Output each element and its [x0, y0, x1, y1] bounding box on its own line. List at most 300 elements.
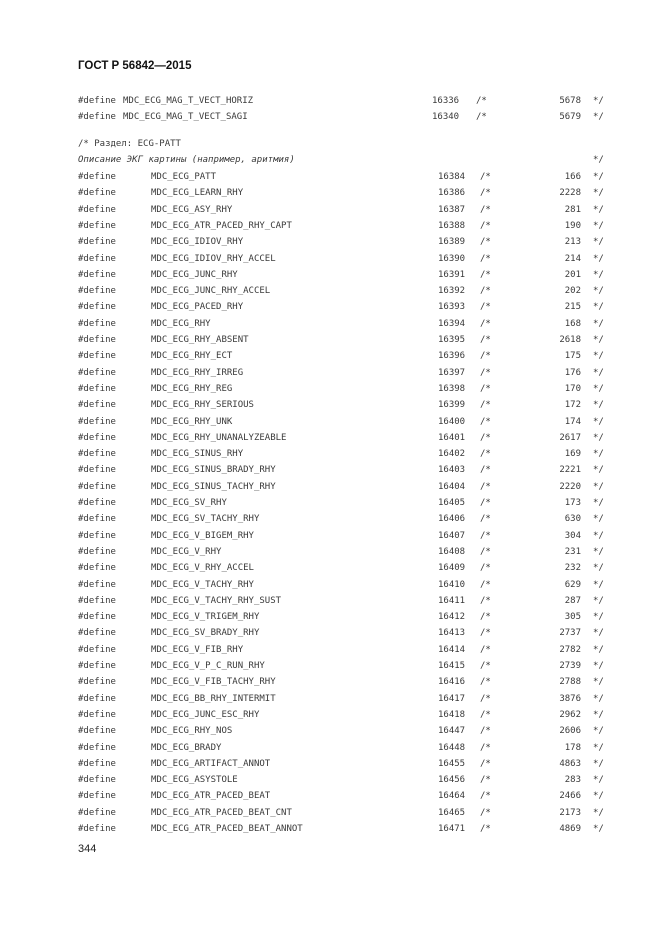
define-keyword: #define: [78, 498, 116, 508]
comment-value: 174: [564, 416, 581, 427]
comment-close: */: [593, 530, 604, 541]
macro-name: MDC_ECG_V_FIB_RHY: [151, 644, 244, 655]
code-row: [0, 710, 661, 722]
comment-open: /*: [480, 302, 491, 313]
macro-code: 16413: [438, 628, 466, 639]
macro-code: 16415: [438, 661, 466, 671]
comment-close: */: [593, 628, 604, 639]
define-keyword: #define: [78, 514, 116, 525]
macro-name: MDC_ECG_BB_RHY_INTERMIT: [151, 693, 276, 704]
comment-open: /*: [480, 318, 491, 329]
comment-open: /*: [480, 237, 491, 248]
code-row: [0, 547, 661, 559]
define-keyword: #define: [78, 449, 116, 460]
comment-open: /*: [480, 481, 491, 492]
define-keyword: #define: [78, 742, 116, 753]
document-header: ГОСТ Р 56842—2015: [78, 60, 192, 72]
comment-open: /*: [480, 220, 491, 231]
comment-value: 201: [564, 269, 581, 280]
comment-open: /*: [480, 709, 491, 720]
macro-code: 16384: [438, 172, 466, 182]
comment-close: */: [593, 644, 604, 655]
code-row: [0, 319, 661, 331]
define-keyword: #define: [78, 96, 116, 106]
macro-name: MDC_ECG_ATR_PACED_RHY_CAPT: [151, 220, 292, 231]
macro-code: 16447: [438, 726, 466, 737]
comment-open: /*: [480, 416, 491, 427]
macro-name: MDC_ECG_JUNC_RHY_ACCEL: [151, 286, 271, 297]
macro-code: 16406: [438, 514, 466, 525]
define-keyword: #define: [78, 465, 116, 476]
comment-open: /*: [480, 204, 491, 215]
macro-name: MDC_ECG_ARTIFACT_ANNOT: [151, 758, 271, 769]
comment-close: */: [593, 351, 604, 362]
define-keyword: #define: [78, 758, 116, 769]
comment-open: /*: [480, 188, 491, 199]
comment-value: 2782: [559, 644, 581, 655]
comment-value: 231: [564, 546, 581, 557]
comment-value: 175: [564, 351, 581, 362]
macro-name: MDC_ECG_IDIOV_RHY_ACCEL: [151, 253, 276, 264]
code-row: [0, 677, 661, 689]
comment-close: */: [593, 563, 604, 574]
macro-name: MDC_ECG_SINUS_TACHY_RHY: [151, 481, 276, 492]
define-keyword: #define: [78, 367, 116, 378]
macro-code: 16404: [438, 481, 466, 492]
macro-name: MDC_ECG_V_FIB_TACHY_RHY: [151, 677, 276, 688]
macro-code: 16418: [438, 709, 466, 720]
comment-close: */: [593, 661, 604, 671]
comment-open: /*: [480, 644, 491, 655]
code-row: [0, 449, 661, 461]
define-keyword: #define: [78, 416, 116, 427]
code-row: [0, 498, 661, 510]
define-keyword: #define: [78, 775, 116, 786]
code-row: [0, 694, 661, 706]
code-row: [0, 96, 661, 108]
macro-code: 16395: [438, 335, 466, 345]
macro-name: MDC_ECG_V_TACHY_RHY_SUST: [151, 595, 282, 606]
macro-name: MDC_ECG_PACED_RHY: [151, 302, 244, 313]
comment-close: */: [593, 709, 604, 720]
comment-value: 304: [564, 530, 581, 541]
code-row: [0, 188, 661, 200]
code-row: [0, 580, 661, 592]
comment-open: /*: [480, 498, 491, 508]
comment-open: /*: [480, 269, 491, 280]
define-keyword: #define: [78, 661, 116, 671]
comment-close: */: [593, 514, 604, 525]
define-keyword: #define: [78, 677, 116, 688]
macro-code: 16388: [438, 220, 466, 231]
comment-open: /*: [480, 677, 491, 688]
comment-close: */: [593, 400, 604, 411]
define-keyword: #define: [78, 318, 116, 329]
section-description-close: */: [593, 155, 604, 165]
comment-open: /*: [480, 693, 491, 704]
macro-code: 16411: [438, 595, 466, 606]
comment-close: */: [593, 791, 604, 802]
macro-name: MDC_ECG_ATR_PACED_BEAT_ANNOT: [151, 824, 303, 834]
macro-code: 16401: [438, 432, 466, 443]
comment-close: */: [593, 726, 604, 737]
comment-open: /*: [480, 661, 491, 671]
macro-code: 16389: [438, 237, 466, 248]
define-keyword: #define: [78, 546, 116, 557]
comment-value: 190: [564, 220, 581, 231]
macro-name: MDC_ECG_RHY_NOS: [151, 726, 233, 737]
comment-close: */: [593, 188, 604, 199]
define-keyword: #define: [78, 269, 116, 280]
code-row: [0, 791, 661, 803]
comment-open: /*: [480, 824, 491, 834]
section-title: /* Раздел: ECG-PATT: [78, 139, 181, 149]
comment-open: /*: [480, 449, 491, 460]
macro-code: 16455: [438, 758, 466, 769]
comment-value: 2962: [559, 709, 581, 720]
define-keyword: #define: [78, 693, 116, 704]
code-row: [0, 270, 661, 282]
macro-code: 16398: [438, 383, 466, 394]
code-row: [0, 596, 661, 608]
macro-name: MDC_ECG_SV_TACHY_RHY: [151, 514, 260, 525]
comment-close: */: [593, 481, 604, 492]
comment-value: 2788: [559, 677, 581, 688]
macro-code: 16397: [438, 367, 466, 378]
code-row: [0, 368, 661, 380]
comment-open: /*: [480, 465, 491, 476]
macro-name: MDC_ECG_JUNC_ESC_RHY: [151, 709, 260, 720]
define-keyword: #define: [78, 400, 116, 411]
macro-name: MDC_ECG_MAG_T_VECT_SAGI: [123, 112, 248, 122]
comment-open: /*: [480, 742, 491, 753]
macro-name: MDC_ECG_SINUS_BRADY_RHY: [151, 465, 276, 476]
comment-close: */: [593, 204, 604, 215]
macro-code: 16403: [438, 465, 466, 476]
define-keyword: #define: [78, 172, 116, 182]
comment-value: 2617: [559, 432, 581, 443]
comment-close: */: [593, 449, 604, 460]
comment-value: 169: [564, 449, 581, 460]
define-keyword: #define: [78, 237, 116, 248]
macro-code: 16407: [438, 530, 466, 541]
code-row: [0, 254, 661, 266]
comment-close: */: [593, 546, 604, 557]
define-keyword: #define: [78, 204, 116, 215]
macro-code: 16416: [438, 677, 466, 688]
code-row: [0, 221, 661, 233]
macro-name: MDC_ECG_RHY_SERIOUS: [151, 400, 254, 411]
macro-code: 16409: [438, 563, 466, 574]
code-row: [0, 563, 661, 575]
define-keyword: #define: [78, 481, 116, 492]
macro-name: MDC_ECG_V_BIGEM_RHY: [151, 530, 254, 541]
macro-name: MDC_ECG_ASY_RHY: [151, 204, 233, 215]
define-keyword: #define: [78, 612, 116, 623]
macro-name: MDC_ECG_V_TACHY_RHY: [151, 579, 254, 590]
code-row: [0, 645, 661, 657]
macro-code: 16400: [438, 416, 466, 427]
comment-value: 168: [564, 318, 581, 329]
comment-open: /*: [476, 112, 487, 122]
comment-close: */: [593, 595, 604, 606]
code-row: [0, 433, 661, 445]
comment-value: 283: [564, 775, 581, 786]
macro-code: 16387: [438, 204, 466, 215]
comment-value: 305: [564, 612, 581, 623]
comment-value: 2618: [559, 335, 581, 345]
comment-value: 202: [564, 286, 581, 297]
comment-value: 2739: [559, 661, 581, 671]
define-keyword: #define: [78, 253, 116, 264]
macro-code: 16448: [438, 742, 466, 753]
macro-code: 16456: [438, 775, 466, 786]
macro-code: 16417: [438, 693, 466, 704]
define-keyword: #define: [78, 383, 116, 394]
macro-name: MDC_ECG_RHY_REG: [151, 383, 233, 394]
code-row: [0, 612, 661, 624]
define-keyword: #define: [78, 335, 116, 345]
macro-code: 16392: [438, 286, 466, 297]
code-row: [0, 482, 661, 494]
comment-close: */: [593, 775, 604, 786]
comment-open: /*: [480, 335, 491, 345]
macro-name: MDC_ECG_V_RHY_ACCEL: [151, 563, 254, 574]
comment-value: 2173: [559, 807, 581, 818]
code-row: [0, 205, 661, 217]
comment-close: */: [593, 237, 604, 248]
comment-close: */: [593, 498, 604, 508]
macro-name: MDC_ECG_SINUS_RHY: [151, 449, 244, 460]
comment-close: */: [593, 367, 604, 378]
macro-name: MDC_ECG_RHY_IRREG: [151, 367, 244, 378]
code-row: [0, 808, 661, 820]
comment-open: /*: [480, 400, 491, 411]
define-keyword: #define: [78, 188, 116, 199]
macro-code: 16394: [438, 318, 466, 329]
comment-open: /*: [480, 726, 491, 737]
section-description: Описание ЭКГ картины (например, аритмия): [78, 155, 295, 165]
macro-code: 16399: [438, 400, 466, 411]
code-row: [0, 628, 661, 640]
comment-open: /*: [480, 530, 491, 541]
define-keyword: #define: [78, 644, 116, 655]
comment-close: */: [593, 253, 604, 264]
comment-open: /*: [480, 514, 491, 525]
define-keyword: #define: [78, 726, 116, 737]
comment-close: */: [593, 96, 604, 106]
comment-value: 232: [564, 563, 581, 574]
comment-value: 170: [564, 383, 581, 394]
comment-close: */: [593, 318, 604, 329]
macro-code: 16465: [438, 807, 466, 818]
code-row: [0, 335, 661, 347]
macro-code: 16340: [432, 112, 460, 122]
comment-open: /*: [480, 628, 491, 639]
comment-value: 630: [564, 514, 581, 525]
comment-close: */: [593, 758, 604, 769]
comment-value: 2466: [559, 791, 581, 802]
comment-value: 213: [564, 237, 581, 248]
comment-close: */: [593, 172, 604, 182]
comment-open: /*: [480, 546, 491, 557]
comment-close: */: [593, 286, 604, 297]
comment-close: */: [593, 742, 604, 753]
macro-code: 16336: [432, 96, 460, 106]
comment-close: */: [593, 302, 604, 313]
comment-value: 2220: [559, 481, 581, 492]
macro-name: MDC_ECG_V_RHY: [151, 546, 222, 557]
comment-open: /*: [480, 172, 491, 182]
comment-close: */: [593, 220, 604, 231]
macro-name: MDC_ECG_MAG_T_VECT_HORIZ: [123, 96, 254, 106]
code-row: [0, 661, 661, 673]
comment-value: 176: [564, 367, 581, 378]
comment-open: /*: [480, 579, 491, 590]
code-row: [0, 531, 661, 543]
macro-name: MDC_ECG_SV_RHY: [151, 498, 227, 508]
define-keyword: #define: [78, 791, 116, 802]
comment-open: /*: [480, 367, 491, 378]
define-keyword: #define: [78, 286, 116, 297]
comment-close: */: [593, 579, 604, 590]
comment-value: 4863: [559, 758, 581, 769]
macro-code: 16391: [438, 269, 466, 280]
macro-name: MDC_ECG_PATT: [151, 172, 217, 182]
code-row: [0, 237, 661, 249]
comment-open: /*: [480, 286, 491, 297]
comment-close: */: [593, 416, 604, 427]
comment-open: /*: [476, 96, 487, 106]
define-keyword: #define: [78, 709, 116, 720]
macro-name: MDC_ECG_RHY_ABSENT: [151, 335, 249, 345]
comment-close: */: [593, 465, 604, 476]
define-keyword: #define: [78, 807, 116, 818]
comment-open: /*: [480, 432, 491, 443]
comment-open: /*: [480, 351, 491, 362]
comment-close: */: [593, 269, 604, 280]
page-number: 344: [78, 843, 97, 855]
code-row: [0, 417, 661, 429]
define-keyword: #define: [78, 563, 116, 574]
code-row: [0, 743, 661, 755]
comment-open: /*: [480, 775, 491, 786]
macro-code: 16414: [438, 644, 466, 655]
macro-name: MDC_ECG_IDIOV_RHY: [151, 237, 244, 248]
macro-code: 16464: [438, 791, 466, 802]
comment-open: /*: [480, 253, 491, 264]
comment-open: /*: [480, 383, 491, 394]
macro-code: 16471: [438, 824, 466, 834]
comment-open: /*: [480, 612, 491, 623]
comment-open: /*: [480, 807, 491, 818]
comment-value: 2737: [559, 628, 581, 639]
comment-close: */: [593, 112, 604, 122]
code-row: [0, 465, 661, 477]
comment-value: 2228: [559, 188, 581, 199]
comment-value: 629: [564, 579, 581, 590]
macro-code: 16412: [438, 612, 466, 623]
comment-open: /*: [480, 791, 491, 802]
define-keyword: #define: [78, 351, 116, 362]
code-row: [0, 514, 661, 526]
macro-code: 16410: [438, 579, 466, 590]
code-row: [0, 172, 661, 184]
comment-value: 215: [564, 302, 581, 313]
comment-value: 2221: [559, 465, 581, 476]
define-keyword: #define: [78, 824, 116, 834]
comment-value: 178: [564, 742, 581, 753]
comment-close: */: [593, 693, 604, 704]
comment-close: */: [593, 432, 604, 443]
macro-code: 16390: [438, 253, 466, 264]
macro-name: MDC_ECG_ASYSTOLE: [151, 775, 238, 786]
macro-name: MDC_ECG_ATR_PACED_BEAT: [151, 791, 271, 802]
define-keyword: #define: [78, 579, 116, 590]
macro-code: 16408: [438, 546, 466, 557]
macro-code: 16402: [438, 449, 466, 460]
define-keyword: #define: [78, 628, 116, 639]
comment-close: */: [593, 383, 604, 394]
macro-code: 16396: [438, 351, 466, 362]
comment-value: 3876: [559, 693, 581, 704]
comment-value: 4869: [559, 824, 581, 834]
comment-close: */: [593, 677, 604, 688]
macro-code: 16386: [438, 188, 466, 199]
define-keyword: #define: [78, 112, 116, 122]
comment-value: 172: [564, 400, 581, 411]
comment-close: */: [593, 335, 604, 345]
comment-value: 5678: [559, 96, 581, 106]
macro-name: MDC_ECG_RHY: [151, 318, 211, 329]
comment-close: */: [593, 612, 604, 623]
comment-close: */: [593, 807, 604, 818]
code-row: [0, 759, 661, 771]
code-row: [0, 775, 661, 787]
comment-value: 173: [564, 498, 581, 508]
define-keyword: #define: [78, 220, 116, 231]
macro-name: MDC_ECG_RHY_ECT: [151, 351, 233, 362]
code-row: [0, 112, 661, 124]
macro-name: MDC_ECG_V_TRIGEM_RHY: [151, 612, 260, 623]
code-row: [0, 384, 661, 396]
macro-name: MDC_ECG_RHY_UNANALYZEABLE: [151, 432, 287, 443]
define-keyword: #define: [78, 432, 116, 443]
macro-name: MDC_ECG_ATR_PACED_BEAT_CNT: [151, 807, 292, 818]
define-keyword: #define: [78, 302, 116, 313]
comment-open: /*: [480, 595, 491, 606]
comment-value: 287: [564, 595, 581, 606]
macro-name: MDC_ECG_LEARN_RHY: [151, 188, 244, 199]
comment-value: 281: [564, 204, 581, 215]
comment-close: */: [593, 824, 604, 834]
comment-value: 166: [564, 172, 581, 182]
macro-name: MDC_ECG_SV_BRADY_RHY: [151, 628, 260, 639]
code-row: [0, 400, 661, 412]
macro-name: MDC_ECG_V_P_C_RUN_RHY: [151, 661, 265, 671]
comment-open: /*: [480, 758, 491, 769]
macro-name: MDC_ECG_RHY_UNK: [151, 416, 233, 427]
code-row: [0, 302, 661, 314]
comment-value: 214: [564, 253, 581, 264]
comment-value: 2606: [559, 726, 581, 737]
define-keyword: #define: [78, 595, 116, 606]
code-row: [0, 351, 661, 363]
macro-name: MDC_ECG_JUNC_RHY: [151, 269, 238, 280]
define-keyword: #define: [78, 530, 116, 541]
comment-open: /*: [480, 563, 491, 574]
code-row: [0, 726, 661, 738]
